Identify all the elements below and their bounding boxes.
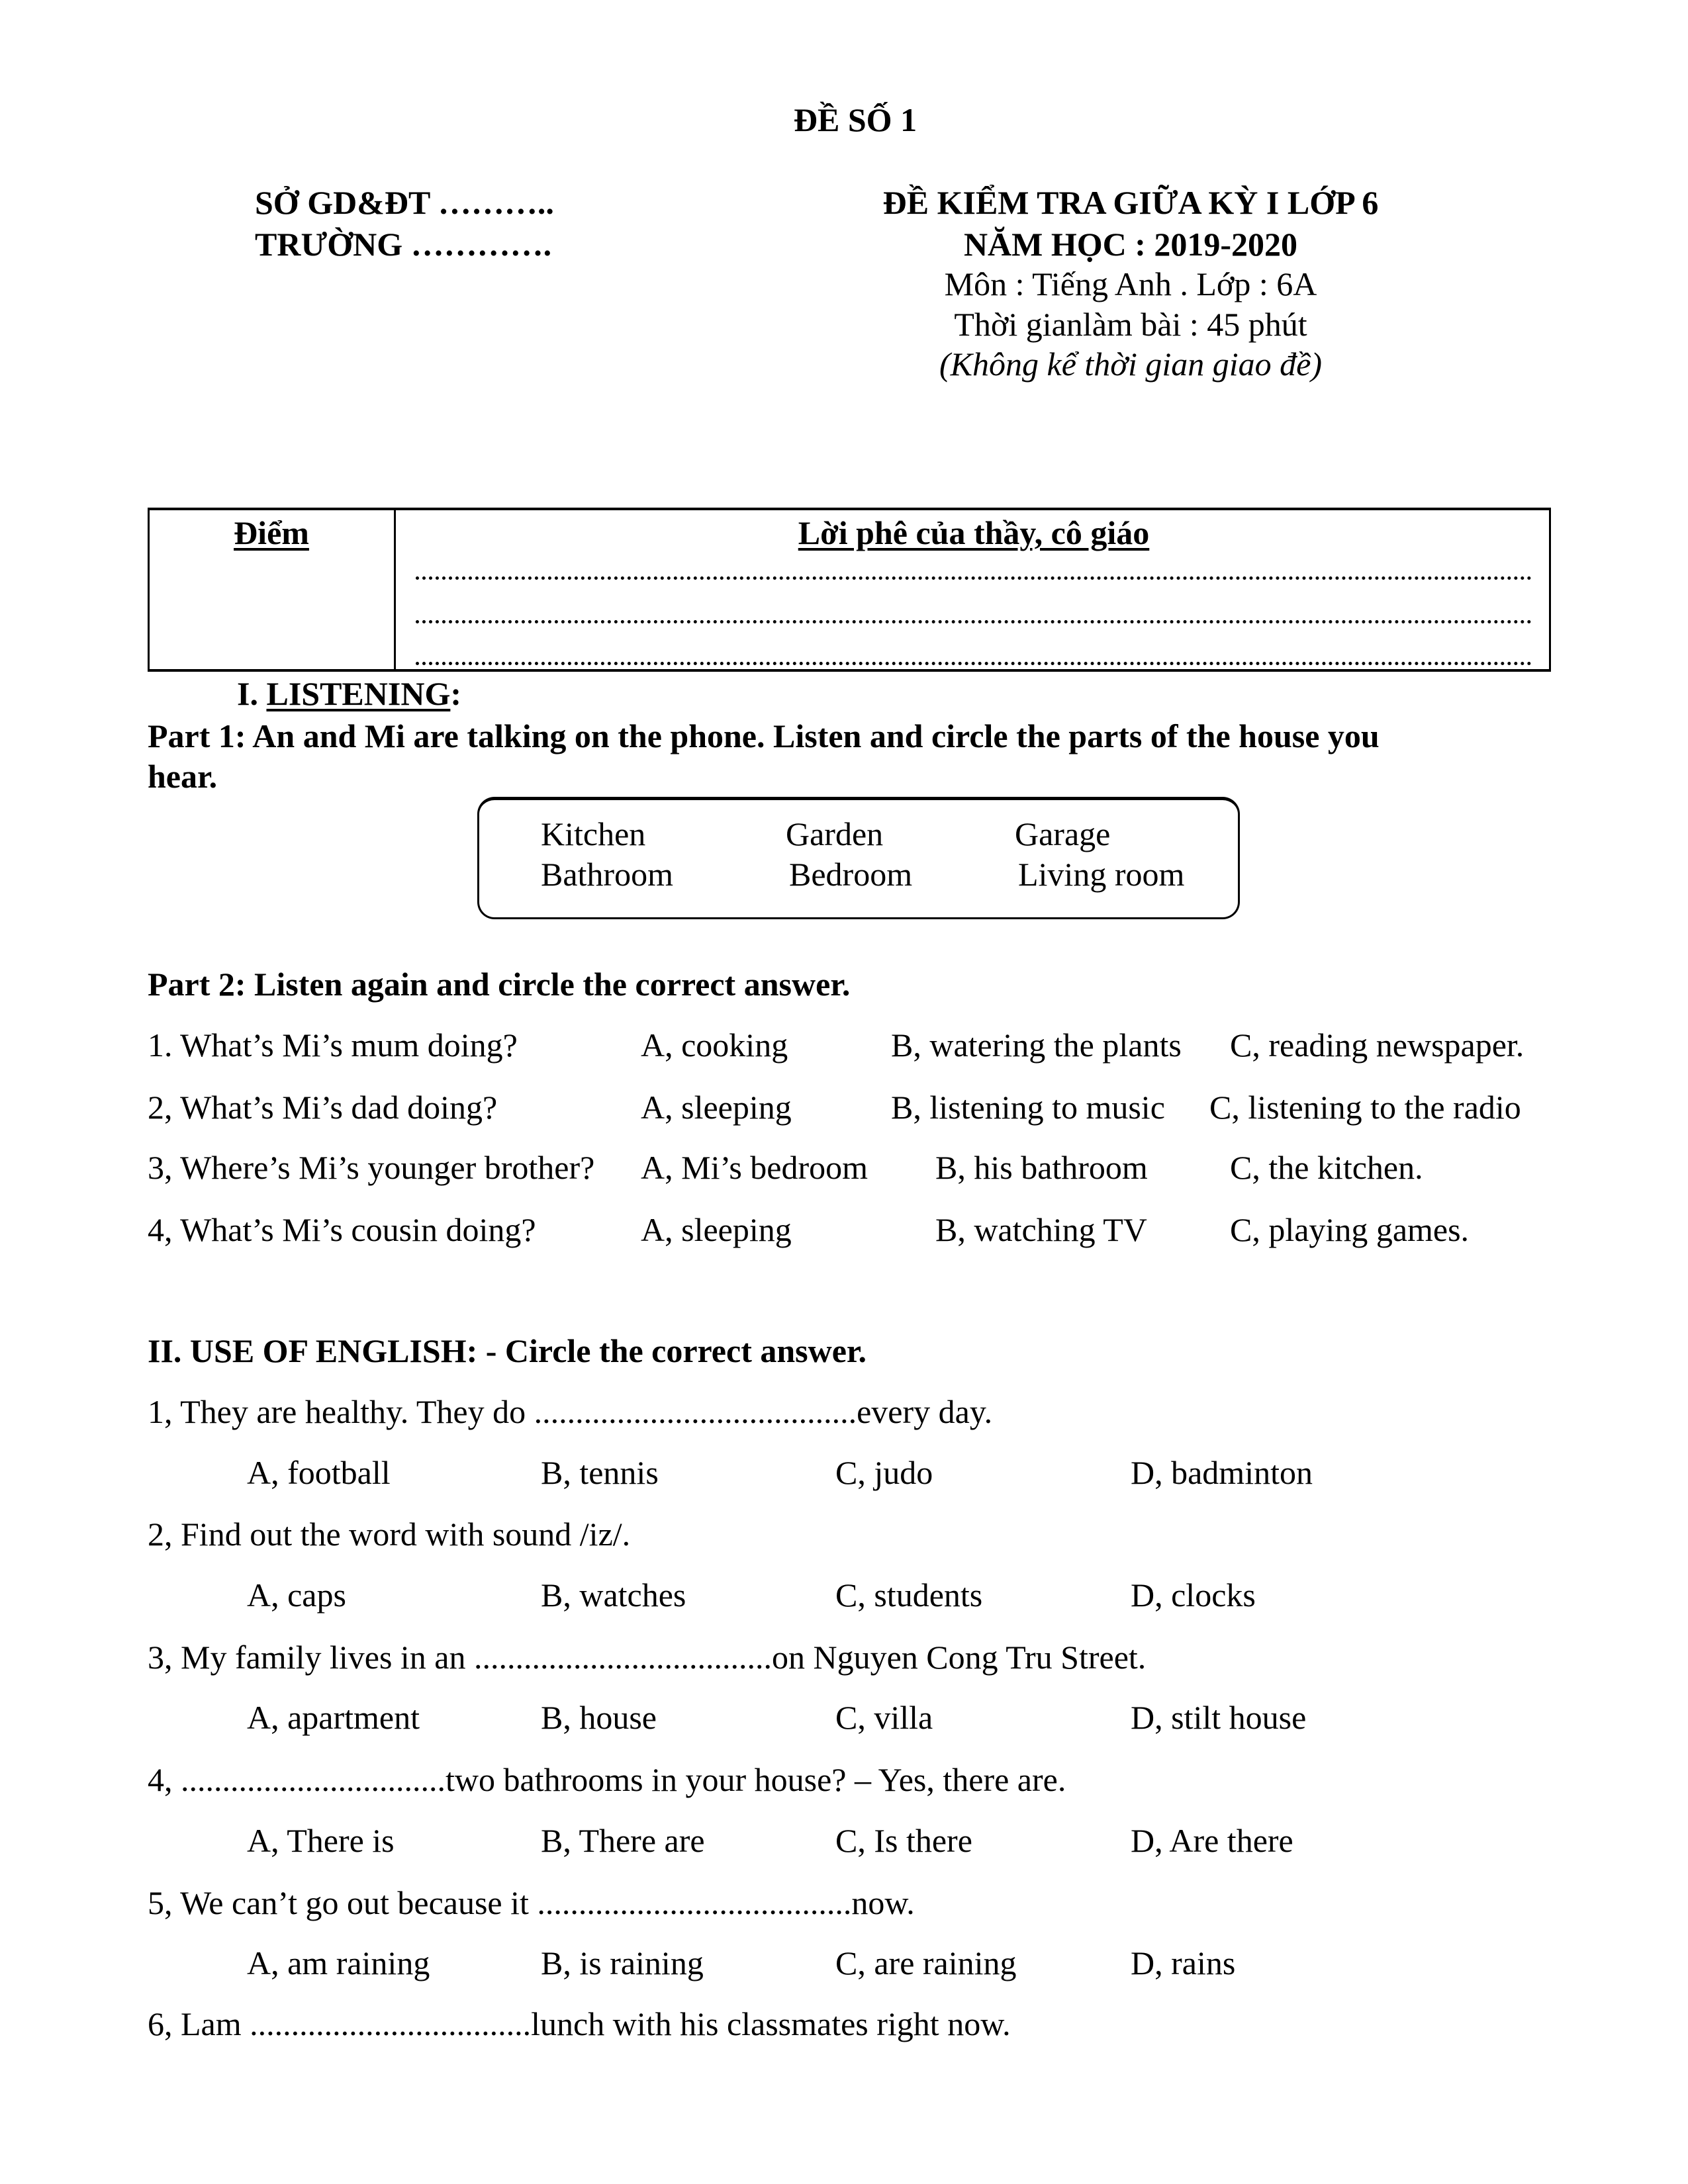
part1-instruction-cont: hear. [148,758,218,795]
listening-heading [237,674,461,713]
answer-option[interactable]: B, tennis [541,1454,659,1491]
department: SỞ GD&ĐT ……….. [255,184,554,221]
answer-option[interactable]: C, are raining [835,1944,1017,1981]
heading-number: I. [237,675,267,712]
score-comment-table [148,508,1551,672]
answer-option[interactable]: B, watches [541,1576,686,1614]
comment-line[interactable] [416,662,1532,665]
answer-option[interactable]: A, There is [247,1822,395,1859]
answer-option[interactable]: C, judo [835,1454,933,1491]
listening-question: 4, What’s Mi’s cousin doing? [148,1211,536,1248]
comment-label: Lời phê của thầy, cô giáo [798,514,1150,551]
english-question: 5, We can’t go out because it ......................................now. [148,1884,915,1921]
subject: Môn : Tiếng Anh . Lớp : 6A [944,265,1317,302]
answer-option[interactable]: A, apartment [247,1699,420,1736]
duration-note: (Không kể thời gian giao đề) [939,345,1322,383]
listening-question: 3, Where’s Mi’s younger brother? [148,1149,595,1186]
answer-option[interactable]: C, villa [835,1699,933,1736]
part2-instruction: Part 2: Listen again and circle the correct answer. [148,966,851,1003]
answer-option[interactable]: A, cooking [641,1026,788,1064]
answer-option[interactable]: D, stilt house [1131,1699,1307,1736]
comment-line[interactable] [416,620,1532,623]
answer-option[interactable]: B, watching TV [935,1211,1147,1248]
listening-question: 2, What’s Mi’s dad doing? [148,1089,498,1126]
answer-option[interactable]: C, playing games. [1230,1211,1470,1248]
room-option[interactable]: Bathroom [541,856,673,893]
answer-option[interactable]: B, house [541,1699,657,1736]
room-option[interactable]: Bedroom [789,856,913,893]
comment-line[interactable] [416,576,1532,580]
table-divider [394,510,396,669]
room-option[interactable]: Kitchen [541,815,646,852]
room-option[interactable]: Garden [786,815,884,852]
english-question: 1, They are healthy. They do .......................................every day. [148,1393,993,1430]
answer-option[interactable]: C, listening to the radio [1209,1089,1521,1126]
english-question: 2, Find out the word with sound /iz/. [148,1516,631,1553]
english-heading: II. USE OF ENGLISH: - Circle the correct answer. [148,1332,867,1369]
heading-text: LISTENING [266,675,451,712]
school: TRƯỜNG …………. [255,226,552,263]
room-option[interactable]: Living room [1018,856,1185,893]
room-option[interactable]: Garage [1015,815,1111,852]
answer-option[interactable]: C, students [835,1576,983,1614]
answer-option[interactable]: A, sleeping [641,1211,792,1248]
english-question: 4, ................................two bathrooms in your house? – Yes, there are. [148,1761,1066,1798]
answer-option[interactable]: B, listening to music [891,1089,1165,1126]
listening-question: 1. What’s Mi’s mum doing? [148,1026,518,1064]
answer-option[interactable]: D, badminton [1131,1454,1313,1491]
score-label: Điểm [234,514,309,551]
answer-option[interactable]: D, clocks [1131,1576,1256,1614]
answer-option[interactable]: D, Are there [1131,1822,1293,1859]
school-year: NĂM HỌC : 2019-2020 [963,226,1298,263]
answer-option[interactable]: C, reading newspaper. [1230,1026,1524,1064]
answer-option[interactable]: A, am raining [247,1944,430,1981]
answer-option[interactable]: A, caps [247,1576,346,1614]
answer-option[interactable]: C, Is there [835,1822,972,1859]
duration: Thời gianlàm bài : 45 phút [954,306,1307,343]
answer-option[interactable]: D, rains [1131,1944,1236,1981]
answer-option[interactable]: A, football [247,1454,391,1491]
answer-option[interactable]: B, is raining [541,1944,704,1981]
exam-title: ĐỀ KIỂM TRA GIỮA KỲ I LỚP 6 [882,184,1379,221]
english-question: 3, My family lives in an ....................................on Nguyen Cong Tru Street. [148,1639,1147,1676]
english-question: 6, Lam ..................................lunch with his classmates right now. [148,2005,1011,2042]
answer-option[interactable]: A, sleeping [641,1089,792,1126]
answer-option[interactable]: C, the kitchen. [1230,1149,1423,1186]
answer-option[interactable]: B, There are [541,1822,705,1859]
exam-number: ĐỀ SỐ 1 [793,101,917,138]
heading-colon: : [450,675,462,712]
answer-option[interactable]: A, Mi’s bedroom [641,1149,868,1186]
answer-option[interactable]: B, his bathroom [935,1149,1148,1186]
part1-instruction: Part 1: An and Mi are talking on the phone. Listen and circle the parts of the house you [148,717,1380,754]
answer-option[interactable]: B, watering the plants [891,1026,1182,1064]
